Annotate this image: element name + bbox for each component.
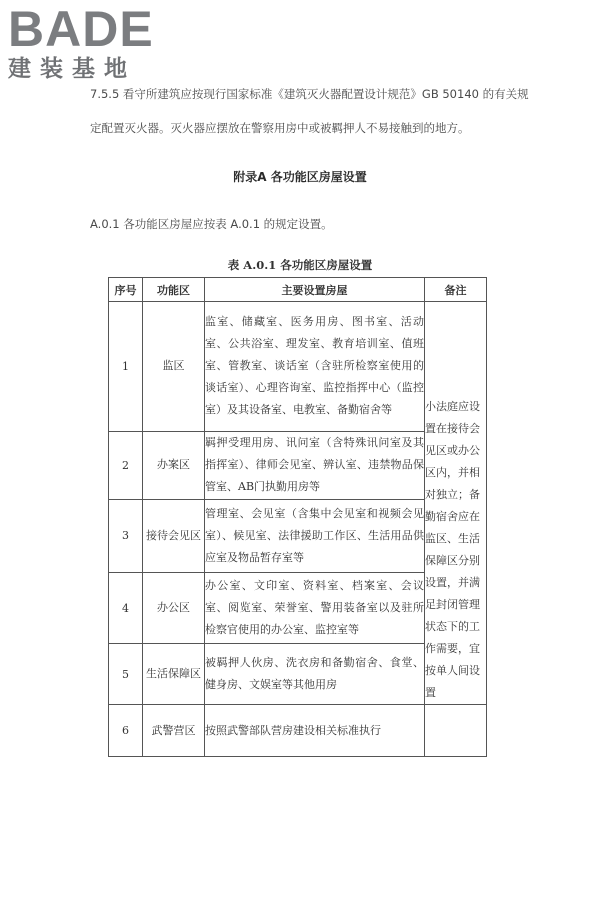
row-rooms: 羁押受理用房、讯问室（含特殊讯问室及其指挥室）、律师会见室、辨认室、违禁物品保管室、AB门执勤用房等 <box>205 431 425 499</box>
table-note-empty <box>425 705 487 757</box>
table-row <box>109 302 487 432</box>
logo-wordmark: BADE <box>8 1 154 57</box>
row-area: 办公区 <box>143 573 205 644</box>
table-header-row <box>109 278 487 302</box>
row-no: 6 <box>109 705 143 757</box>
row-rooms: 按照武警部队营房建设相关标准执行 <box>205 705 425 757</box>
header-area: 功能区 <box>143 278 205 302</box>
clause-a-0-1: A.0.1 各功能区房屋应按表 A.0.1 的规定设置。 <box>90 217 333 231</box>
logo-subtitle: 建装基地 <box>8 56 136 82</box>
row-rooms: 管理室、会见室（含集中会见室和视频会见室）、候见室、法律援助工作区、生活用品供应室及物品暂存室等 <box>205 499 425 572</box>
table-caption: 表 A.0.1 各功能区房屋设置 <box>227 258 373 272</box>
table-row <box>109 705 487 757</box>
paragraph-line-2: 定配置灭火器。灭火器应摆放在警察用房中或被羁押人不易接触到的地方。 <box>90 121 470 135</box>
row-no: 1 <box>109 302 143 432</box>
table-note: 小法庭应设置在接待会见区或办公区内，并相对独立；备勤宿舍应在监区、生活保障区分别设置，并满足封闭管理状态下的工作需要，宜按单人间设置 <box>425 400 480 699</box>
row-area: 武警营区 <box>143 705 205 757</box>
paragraph-line-1: 7.5.5 看守所建筑应按现行国家标准《建筑灭火器配置设计规范》GB 50140 的有关规 <box>90 87 529 101</box>
header-note: 备注 <box>425 278 487 302</box>
row-area: 监区 <box>143 302 205 432</box>
row-no: 5 <box>109 644 143 705</box>
appendix-title: 附录A 各功能区房屋设置 <box>233 170 367 184</box>
row-rooms: 被羁押人伙房、洗衣房和备勤宿舍、食堂、健身房、文娱室等其他用房 <box>205 644 425 705</box>
row-no: 3 <box>109 499 143 572</box>
row-rooms: 监室、储藏室、医务用房、图书室、活动室、公共浴室、理发室、教育培训室、值班室、管教室、谈话室（含驻所检察室使用的谈话室）、心理咨询室、监控指挥中心（监控室）及其设备室、电教室、备勤宿舍等 <box>205 302 425 432</box>
brand-logo <box>8 1 154 82</box>
table-note-cell <box>425 302 487 705</box>
row-no: 4 <box>109 573 143 644</box>
row-rooms: 办公室、文印室、资料室、档案室、会议室、阅览室、荣誉室、警用装备室以及驻所检察官使用的办公室、监控室等 <box>205 573 425 644</box>
row-area: 办案区 <box>143 431 205 499</box>
row-no: 2 <box>109 431 143 499</box>
header-rooms: 主要设置房屋 <box>205 278 425 302</box>
header-no: 序号 <box>109 278 143 302</box>
room-setting-table <box>108 277 487 757</box>
row-area: 生活保障区 <box>143 644 205 705</box>
row-area: 接待会见区 <box>143 499 205 572</box>
